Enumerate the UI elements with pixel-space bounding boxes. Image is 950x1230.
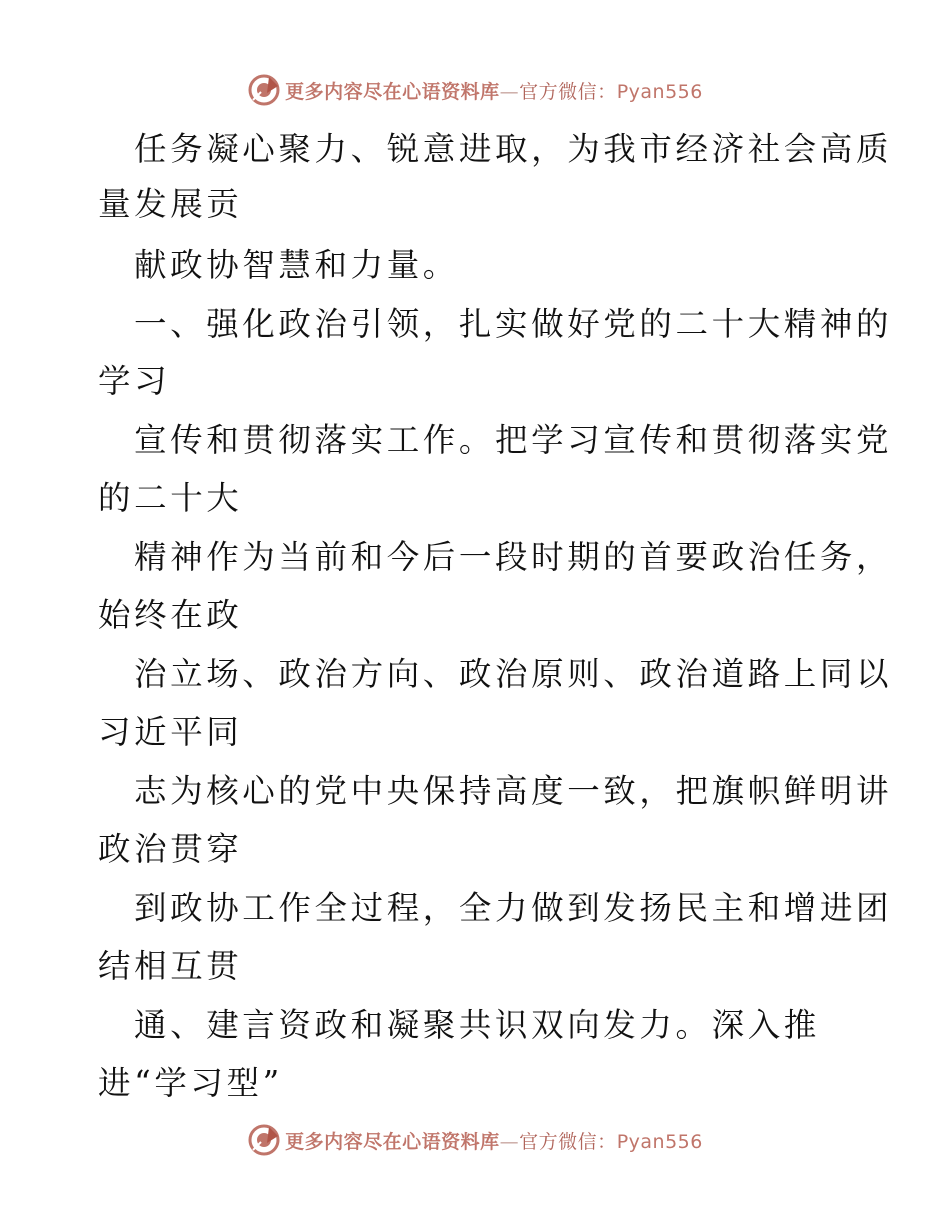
text-line: 一、强化政治引领，扎实做好党的二十大精神的: [134, 305, 893, 343]
watermark-label: 官方微信：: [519, 1130, 617, 1153]
logo-icon: [247, 1123, 281, 1157]
text-line: 献政协智慧和力量。: [134, 246, 459, 284]
text-line: 到政协工作全过程，全力做到发扬民主和增进团: [134, 889, 893, 927]
watermark-id: Pyan556: [616, 1130, 703, 1153]
text-line: 治立场、政治方向、政治原则、政治道路上同以: [134, 655, 893, 693]
watermark-text: [285, 77, 703, 104]
text-line: 任务凝心聚力、锐意进取，为我市经济社会高质: [134, 130, 893, 168]
watermark-label: 官方微信：: [519, 80, 617, 103]
watermark-main: 更多内容尽在心语资料库: [285, 1130, 500, 1153]
watermark-dash: —: [499, 80, 520, 103]
text-line: 量发展贡: [98, 185, 243, 223]
text-line: 通、建言资政和凝聚共识双向发力。深入推: [134, 1006, 820, 1044]
logo-icon: [247, 73, 281, 107]
text-line: 政治贯穿: [98, 830, 243, 868]
text-line: 学习: [98, 362, 171, 400]
text-line: 志为核心的党中央保持高度一致，把旗帜鲜明讲: [134, 772, 893, 810]
text-line: 的二十大: [98, 479, 243, 517]
text-line: 始终在政: [98, 596, 243, 634]
text-line: 宣传和贯彻落实工作。把学习宣传和贯彻落实党: [134, 421, 893, 459]
text-line: 进“学习型”: [98, 1064, 283, 1102]
text-line: 结相互贯: [98, 947, 243, 985]
header-watermark: [0, 70, 950, 110]
footer-watermark: [0, 1120, 950, 1160]
watermark-id: Pyan556: [616, 80, 703, 103]
watermark-text: [285, 1127, 703, 1154]
text-line: 习近平同: [98, 713, 243, 751]
watermark-dash: —: [499, 1130, 520, 1153]
watermark-main: 更多内容尽在心语资料库: [285, 80, 500, 103]
text-line: 精神作为当前和今后一段时期的首要政治任务，: [134, 538, 893, 576]
